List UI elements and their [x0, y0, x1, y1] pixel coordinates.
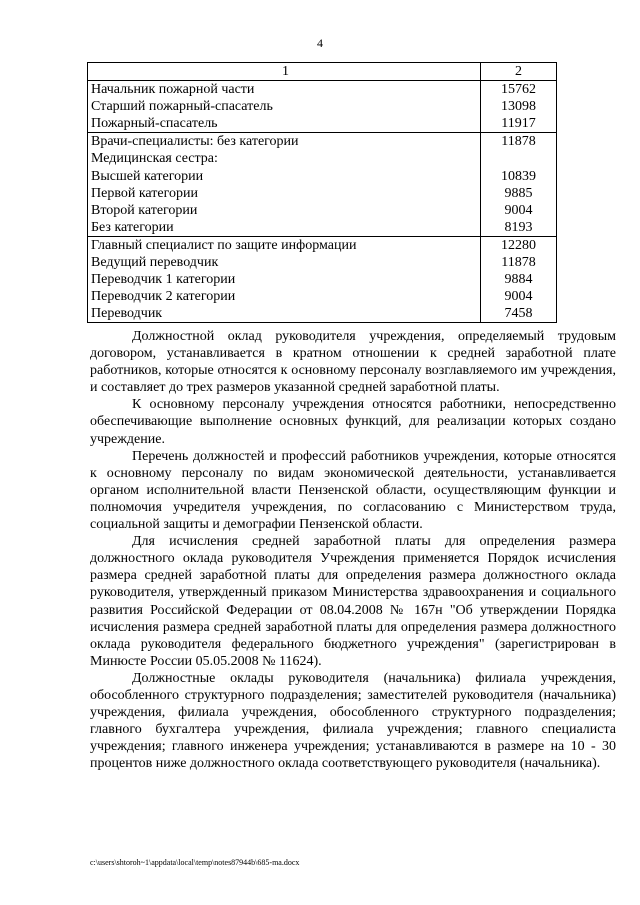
position-name: Без категории — [88, 219, 481, 237]
position-name: Первой категории — [88, 185, 481, 202]
table-row — [88, 168, 557, 185]
position-name: Медицинская сестра: — [88, 150, 481, 167]
position-name: Высшей категории — [88, 168, 481, 185]
table-row — [88, 81, 557, 99]
table-row — [88, 219, 557, 237]
salary-table — [87, 62, 557, 323]
paragraph-positions-list: Перечень должностей и профессий работников учреждения, которые относятся к основному персоналу по видам экономической деятельности, устанавливается органом исполнительной власти Пензенской области, осуществляющим функции и полномочия учредителя учреждения, по согласованию с Министерством труда, социальной защиты и демографии Пензенской области. — [90, 448, 616, 533]
position-name: Переводчик 1 категории — [88, 271, 481, 288]
salary-value: 9004 — [481, 202, 557, 219]
table-row — [88, 271, 557, 288]
paragraph-average-salary-calc: Для исчисления средней заработной платы для определения размера должностного оклада руководителя Учреждения применяется Порядок исчисления размера средней заработной платы для определения размера должностного оклада руководителя, утвержденный приказом Министерства здравоохранения и социального развития Российской Федерации от 08.04.2008 № 167н "Об утверждении Порядка исчисления размера средней заработной платы для определения размера должностного оклада руководителя федерального бюджетного учреждения" (зарегистрирован в Минюсте России 05.05.2008 № 11624). — [90, 534, 616, 669]
position-name: Второй категории — [88, 202, 481, 219]
salary-value: 10839 — [481, 168, 557, 185]
table-row — [88, 133, 557, 151]
position-name: Переводчик — [88, 305, 481, 323]
salary-value: 9885 — [481, 185, 557, 202]
table-header-col-1: 1 — [88, 63, 481, 81]
footer-file-path: c:\users\shtoroh~1\appdata\local\temp\notes87944b\685-ma.docx — [90, 858, 300, 867]
salary-value: 9004 — [481, 288, 557, 305]
paragraph-main-staff: К основному персоналу учреждения относятся работники, непосредственно обеспечивающие выполнение основных функций, для реализации которых создано учреждение. — [90, 397, 616, 447]
body-text — [90, 328, 616, 772]
position-name: Пожарный-спасатель — [88, 115, 481, 133]
position-name: Главный специалист по защите информации — [88, 236, 481, 254]
salary-value: 11878 — [481, 254, 557, 271]
table-row — [88, 115, 557, 133]
table-row — [88, 254, 557, 271]
table-header-row — [88, 63, 557, 81]
position-name: Начальник пожарной части — [88, 81, 481, 99]
page-number: 4 — [317, 36, 323, 50]
paragraph-head-salary: Должностной оклад руководителя учреждения, определяемый трудовым договором, устанавливается в кратном отношении к средней заработной плате работников, которые относятся к основному персоналу возглавляемого им учреждения, и составляет до трех размеров указанной средней заработной платы. — [90, 329, 616, 396]
table-row — [88, 288, 557, 305]
table-row — [88, 98, 557, 115]
salary-value: 11878 — [481, 133, 557, 151]
table-header-col-2: 2 — [481, 63, 557, 81]
table-row — [88, 185, 557, 202]
table-row — [88, 236, 557, 254]
salary-value: 7458 — [481, 305, 557, 323]
position-name: Старший пожарный-спасатель — [88, 98, 481, 115]
table-row — [88, 150, 557, 167]
salary-value: 12280 — [481, 236, 557, 254]
salary-value: 15762 — [481, 81, 557, 99]
salary-value — [481, 150, 557, 167]
table-row — [88, 305, 557, 323]
position-name: Врачи-специалисты: без категории — [88, 133, 481, 151]
position-name: Ведущий переводчик — [88, 254, 481, 271]
salary-value: 11917 — [481, 115, 557, 133]
salary-value: 9884 — [481, 271, 557, 288]
table-row — [88, 202, 557, 219]
paragraph-deputy-salaries: Должностные оклады руководителя (начальника) филиала учреждения, обособленного структурного подразделения; заместителей руководителя (начальника) учреждения, филиала учреждения, обособленного структурного подразделения; главного бухгалтера учреждения, филиала учреждения; главного специалиста учреждения; главного инженера учреждения; устанавливаются в размере на 10 - 30 процентов ниже должностного оклада соответствующего руководителя (начальника). — [90, 670, 616, 772]
salary-value: 8193 — [481, 219, 557, 237]
position-name: Переводчик 2 категории — [88, 288, 481, 305]
salary-value: 13098 — [481, 98, 557, 115]
